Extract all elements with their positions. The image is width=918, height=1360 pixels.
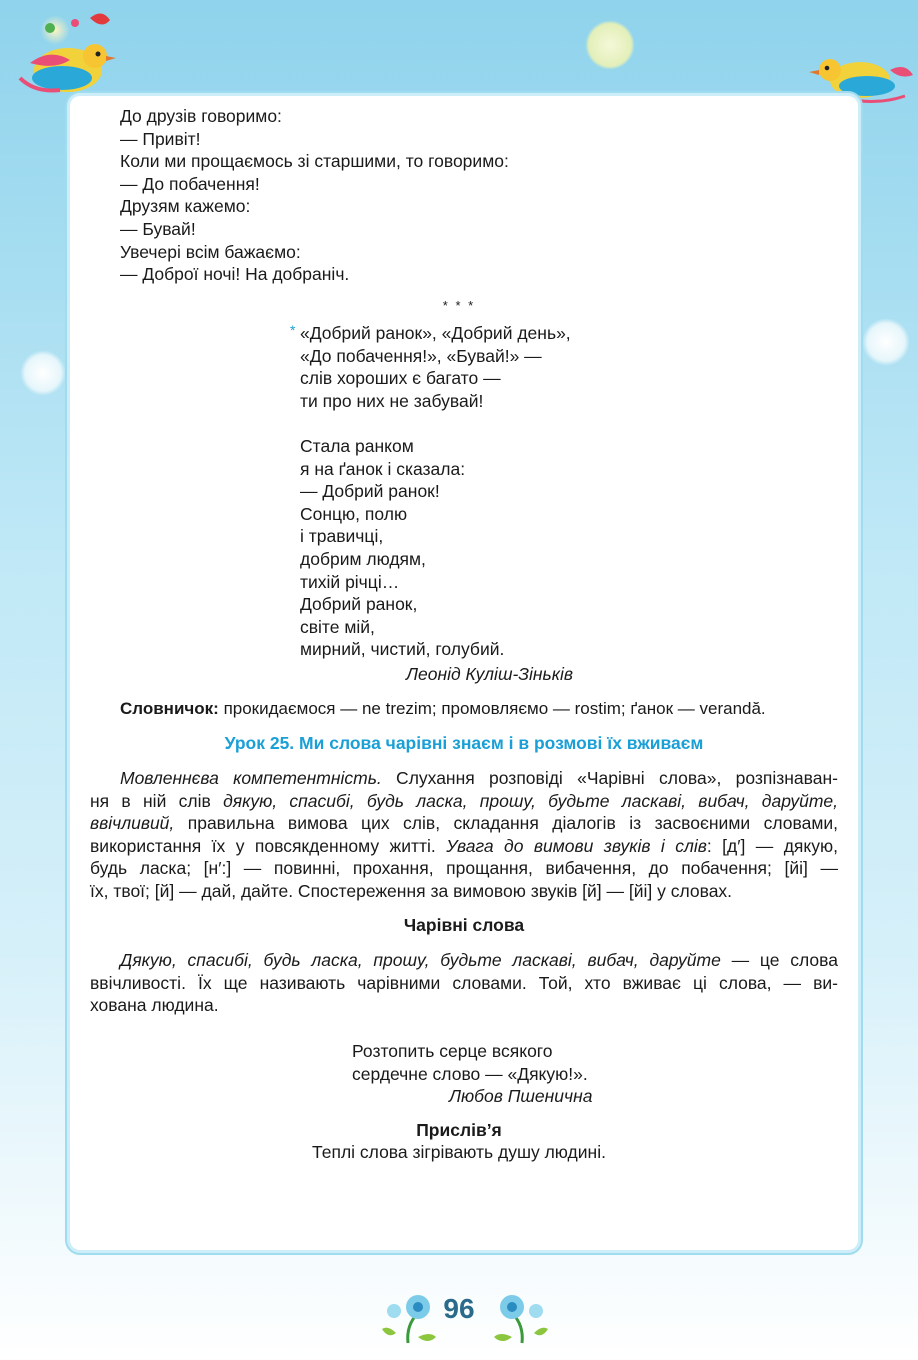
glossary-label: Словничок:: [120, 699, 219, 718]
poem-line: тихій річці…: [300, 571, 400, 592]
poem-line: Розтопить серце всякого: [352, 1041, 553, 1061]
text-run: хована людина.: [90, 995, 219, 1016]
intro-line: — Доброї ночі! На добраніч.: [120, 264, 350, 285]
text-run: ня в ній слів: [90, 790, 224, 811]
paragraph-line: [90, 812, 838, 835]
poem-separator: * * *: [442, 298, 476, 313]
magic-words-heading: Чарівні слова: [403, 915, 525, 935]
poem1-block: [300, 322, 571, 661]
decor-circle: [585, 20, 635, 70]
text-run: використання їх у повсякденному житті.: [90, 835, 447, 856]
poem-line: Сонцю, полю: [300, 503, 408, 524]
competence-paragraph: [90, 767, 838, 903]
text-run: Слухання розповіді «Чарівні слова», розпізнаван-: [381, 768, 838, 788]
poem-line: — Добрий ранок!: [300, 481, 440, 502]
intro-line: — До побачення!: [120, 173, 260, 194]
flower-right-icon: [490, 1285, 552, 1345]
poem-line: сердечне слово — «Дякую!».: [352, 1063, 588, 1084]
italic-run: Увага до вимови звуків і слів: [446, 835, 707, 856]
page-number: 96: [443, 1293, 475, 1324]
text-run: ввічливості. Їх ще називають чарівними словами. Той, хто вживає ці слова, — ви-: [90, 972, 838, 993]
intro-line: До друзів говоримо:: [120, 106, 282, 126]
intro-line: Друзям кажемо:: [120, 196, 251, 217]
intro-line: Увечері всім бажаємо:: [120, 241, 301, 262]
paragraph-line: [90, 994, 838, 1017]
intro-line: — Привіт!: [120, 128, 201, 149]
poem-line: світе мій,: [300, 616, 375, 637]
italic-run: Мовленнєва компетентність.: [120, 768, 382, 788]
poem1-author: Леонід Куліш-Зіньків: [406, 664, 574, 684]
poem-line: і травичці,: [300, 526, 384, 547]
paragraph-line: [90, 767, 838, 790]
paragraph-line: [90, 880, 838, 903]
poem-line: слів хороших є багато —: [300, 368, 501, 389]
asterisk-marker-icon: *: [290, 322, 296, 338]
text-run: : [д′] — дякую,: [706, 835, 838, 856]
poem2-block: [352, 1040, 588, 1085]
text-run: правильна вимова цих слів, складання діалогів із засвоєними словами,: [174, 813, 838, 834]
intro-block: [120, 105, 509, 286]
paragraph-line: [90, 835, 838, 858]
stanza-gap: [300, 412, 571, 435]
poem-line: Стала ранком: [300, 435, 414, 456]
italic-run: дякую, спасибі, будь ласка, прошу, будьте ласкаві, вибач, даруйте,: [223, 790, 838, 811]
bird-left-icon: [10, 8, 120, 108]
poem-line: ти про них не забувай!: [300, 390, 484, 411]
intro-line: — Бувай!: [120, 218, 196, 239]
text-run: будь ласка; [н′:] — повинні, прохання, прощання, вибачення, до побачення; [йі] —: [90, 858, 838, 879]
glossary: [120, 699, 766, 719]
decor-circle: [20, 350, 66, 396]
paragraph-line: [90, 949, 838, 972]
poem-line: «До побачення!», «Бувай!» —: [300, 345, 542, 366]
paragraph-line: [90, 857, 838, 880]
italic-run: ввічливий,: [90, 813, 175, 834]
poem-line: «Добрий ранок», «Добрий день»,: [300, 323, 571, 343]
poem-line: Добрий ранок,: [300, 594, 418, 615]
decor-circle: [862, 318, 910, 366]
text-run: їх, твої; [й] — дай, дайте. Спостереження за вимовою звуків [й] — [йі] у словах.: [90, 880, 733, 901]
proverb-text: Теплі слова зігрівають душу людині.: [312, 1142, 606, 1162]
magic-words-paragraph: [90, 949, 838, 1017]
text-run: — це слова: [720, 950, 838, 970]
poem-line: я на ґанок і сказала:: [300, 458, 466, 479]
glossary-text: прокидаємося — ne trezim; промовляємо — rostim; ґанок — verandă.: [218, 699, 766, 718]
proverb-heading: Прислів’я: [416, 1120, 502, 1140]
poem2-author: Любов Пшенична: [449, 1086, 593, 1106]
lesson-title: Урок 25. Ми слова чарівні знаєм і в розмові їх вживаєм: [224, 733, 704, 753]
poem-line: добрим людям,: [300, 548, 426, 569]
poem-line: мирний, чистий, голубий.: [300, 639, 505, 660]
italic-run: Дякую, спасибі, будь ласка, прошу, будьте ласкаві, вибач, даруйте: [120, 950, 721, 970]
paragraph-line: [90, 972, 838, 995]
intro-line: Коли ми прощаємось зі старшими, то говоримо:: [120, 151, 509, 172]
paragraph-line: [90, 790, 838, 813]
